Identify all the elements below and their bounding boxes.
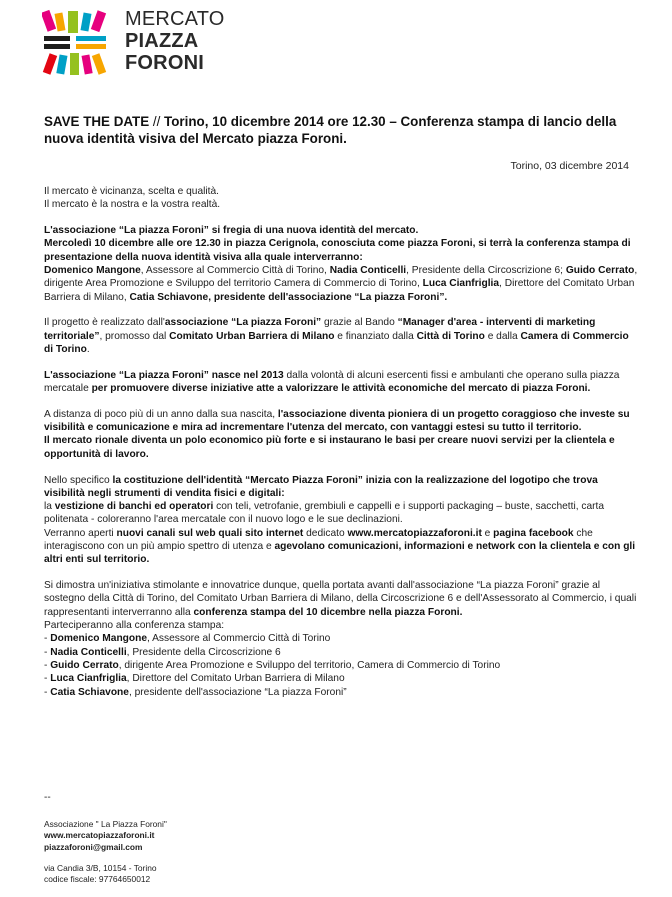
p1-text-4: , Direttore del Comitato Urban Barriera di Milano, <box>44 278 635 303</box>
p5-text-7: che interagiscono con un più ampio spettro di utenza e <box>44 527 593 553</box>
footer-email-link[interactable]: piazzaforoni@gmail.com <box>44 841 143 852</box>
p1-bold-1: L'associazione “La piazza Foroni” si fregia di una nuova identità del mercato. <box>44 225 419 237</box>
p1-bold-2: Mercoledì 10 dicembre alle ore 12.30 in piazza Cerignola, conosciuta come piazza Foroni, si terrà la conferenza stampa di presentazione della nuova identità visiva alla quale interverranno: <box>44 238 631 263</box>
p5-website-link[interactable]: www.mercatopiazzaforoni.it <box>347 527 482 539</box>
intro-paragraph <box>44 185 640 212</box>
p1-name-2: Nadia Conticelli <box>329 264 407 276</box>
p5-text-5: dedicato <box>303 527 348 539</box>
participant-name: Domenico Mangone <box>50 633 148 645</box>
p5-bold-6: agevolano comunicazioni, informazioni e network con la clientela e con gli altri enti sul territorio. <box>44 541 636 566</box>
p1-text-1: , Assessore al Commercio Città di Torino, <box>140 264 330 276</box>
p2-text-2: grazie al Bando <box>321 317 398 329</box>
p5-bold-5: pagina facebook <box>493 527 574 539</box>
p2-bold-3: Comitato Urban Barriera di Milano <box>169 330 335 342</box>
logo-line-1: MERCATO <box>125 8 225 30</box>
paragraph-6: Si dimostra un'iniziativa stimolante e innovatrice dunque, quella portata avanti dall'associazione “La piazza Foroni” grazie al sostegno della Città di Torino, del Comitato Urban Barriera di Milano, della Circoscrizione 6 e dell'Assessorato al Commercio, i quali rappresentanti interverranno alla conferenza stampa del 10 dicembre nella piazza Foroni. Parteciperanno alla conferenza stampa: - Domenico Mangone, Assessore al Commercio Città di Torino - Nadia Conticelli, Presidente della Circoscrizione 6 - Guido Cerrato, dirigente Area Promozione e Sviluppo del territorio, Camera di Commercio di Torino - Luca Cianfriglia, Direttore del Comitato Urban Barriera di Milano - Catia Schiavone, presidente dell'associazione “La piazza Foroni” <box>44 580 637 698</box>
participant-role: , Presidente della Circoscrizione 6 <box>126 646 281 658</box>
p1-text-2: , Presidente della Circoscrizione 6; <box>406 264 566 276</box>
p5-bold-2: vestizione di banchi ed operatori <box>54 501 214 513</box>
p6-bold-1: conferenza stampa del 10 dicembre nella piazza Foroni. <box>193 606 463 618</box>
logo <box>42 9 242 77</box>
p1-name-4: Luca Cianfriglia <box>422 278 500 290</box>
document-date: Torino, 03 dicembre 2014 <box>510 160 629 172</box>
logo-line-3: FORONI <box>125 52 204 74</box>
p1-name-5: Catia Schiavone <box>129 291 209 303</box>
p5-text-4: Verranno aperti <box>44 527 117 539</box>
logo-mark-shapes <box>42 10 106 75</box>
p2-bold-2: “Manager d'area - interventi di marketing territoriale” <box>44 317 596 342</box>
p3-text-1: dalla volontà di alcuni esercenti fissi e ambulanti che operano sulla piazza mercatale <box>44 369 620 395</box>
participant-role: , Direttore del Comitato Urban Barriera di Milano <box>126 673 345 685</box>
p2-text-1: Il progetto è realizzato dall' <box>44 317 165 329</box>
footer-fiscal-code: codice fiscale: 97764650012 <box>44 874 151 885</box>
p6-text-2: Parteciperanno alla conferenza stampa: <box>44 620 225 632</box>
p5-text-3: con teli, vetrofanie, grembiuli e cappelli e i supporti packaging – buste, sacchetti, carta politenata - coloreranno l'area mercatale con il nuovo logo e le sue declinazioni. <box>44 501 605 526</box>
p1-name-1: Domenico Mangone <box>44 264 141 276</box>
headline-rest: Torino, 10 dicembre 2014 ore 12.30 – Conferenza stampa di lancio della nuova identità visiva del Mercato piazza Foroni. <box>44 114 617 146</box>
p3-bold-2: per promuovere diverse iniziative atte a valorizzare le attività economiche del mercato di piazza Foroni. <box>91 383 591 395</box>
footer-organization: Associazione " La Piazza Foroni" <box>44 819 167 830</box>
p4-bold-1: l'associazione diventa pioniera di un progetto coraggioso che investe su visibilità e comunicazione e mira ad incrementare l'utenza del mercato, con vantaggi estesi su tutto il territorio. <box>44 408 630 434</box>
headline-separator: // <box>149 114 165 129</box>
document-body <box>44 185 640 699</box>
p4-text-1: A distanza di poco più di un anno dalla sua nascita, <box>44 408 278 420</box>
p4-bold-2: Il mercato rionale diventa un polo economico più forte e si instaurano le basi per creare nuovi servizi per la clientela e opportunità di lavoro. <box>44 435 615 460</box>
intro-line-2: Il mercato è la nostra e la vostra realtà. <box>44 199 221 211</box>
logo-line-2: PIAZZA <box>125 30 199 52</box>
p1-name-3: Guido Cerrato <box>565 264 635 276</box>
p2-bold-4: Città di Torino <box>416 330 485 342</box>
p3-bold-1: L'associazione “La piazza Foroni” nasce nel 2013 <box>44 369 284 381</box>
p6-text-1: Si dimostra un'iniziativa stimolante e innovatrice dunque, quella portata avanti dall'associazione “La piazza Foroni” grazie al sostegno della Città di Torino, del Comitato Urban Barriera di Milano, della Circoscrizione 6 e dell'Assessorato al Commercio, i quali rappresentanti interverranno alla <box>44 580 637 618</box>
p2-text-3: , promosso dal <box>99 330 170 342</box>
participant-name: Guido Cerrato <box>50 659 119 671</box>
paragraph-4 <box>44 408 640 461</box>
paragraph-5 <box>44 474 640 567</box>
p2-text-4: e finanziato dalla <box>334 330 417 342</box>
participant-role: , Assessore al Commercio Città di Torino <box>147 633 331 645</box>
p5-bold-1: la costituzione dell'identità “Mercato Piazza Foroni” inizia con la realizzazione del logotipo che trova visibilità negli strumenti di vendita fisici e digitali: <box>44 474 598 499</box>
headline <box>44 113 644 147</box>
logo-wordmark <box>125 9 225 75</box>
headline-lead: SAVE THE DATE <box>44 114 150 129</box>
paragraph-3 <box>44 369 640 396</box>
footer-address: via Candia 3/B, 10154 - Torino <box>44 862 157 873</box>
p2-text-5: e dalla <box>484 330 521 342</box>
paragraph-2 <box>44 316 640 356</box>
signature-separator: -- <box>44 792 51 803</box>
participant-role: , presidente dell'associazione “La piazza Foroni” <box>128 686 347 698</box>
p5-text-1: Nello specifico <box>44 474 113 486</box>
footer-website-link[interactable]: www.mercatopiazzaforoni.it <box>44 830 155 841</box>
signature-footer <box>44 792 344 885</box>
p1-text-3: , dirigente Area Promozione e Sviluppo del territorio Camera di Commercio di Torino, <box>44 264 638 290</box>
p5-text-2: la <box>44 501 55 513</box>
participant-name: Catia Schiavone <box>50 686 129 698</box>
p2-bold-1: associazione “La piazza Foroni” <box>164 317 322 329</box>
p5-text-6: e <box>481 527 494 539</box>
p5-bold-3: nuovi canali sul web quali sito internet <box>116 527 304 539</box>
p2-bold-5: Camera di Commercio di Torino <box>44 330 629 355</box>
participant-role: , dirigente Area Promozione e Sviluppo del territorio, Camera di Commercio di Torino <box>118 659 501 671</box>
participant-name: Luca Cianfriglia <box>50 673 127 685</box>
p2-text-6: . <box>86 343 90 355</box>
intro-line-1: Il mercato è vicinanza, scelta e qualità. <box>44 186 219 197</box>
participant-name: Nadia Conticelli <box>50 646 127 658</box>
p1-text-5: , presidente dell'associazione “La piazza Foroni”. <box>208 291 448 303</box>
paragraph-1 <box>44 224 640 304</box>
mercato-logo-mark-icon <box>42 9 110 77</box>
